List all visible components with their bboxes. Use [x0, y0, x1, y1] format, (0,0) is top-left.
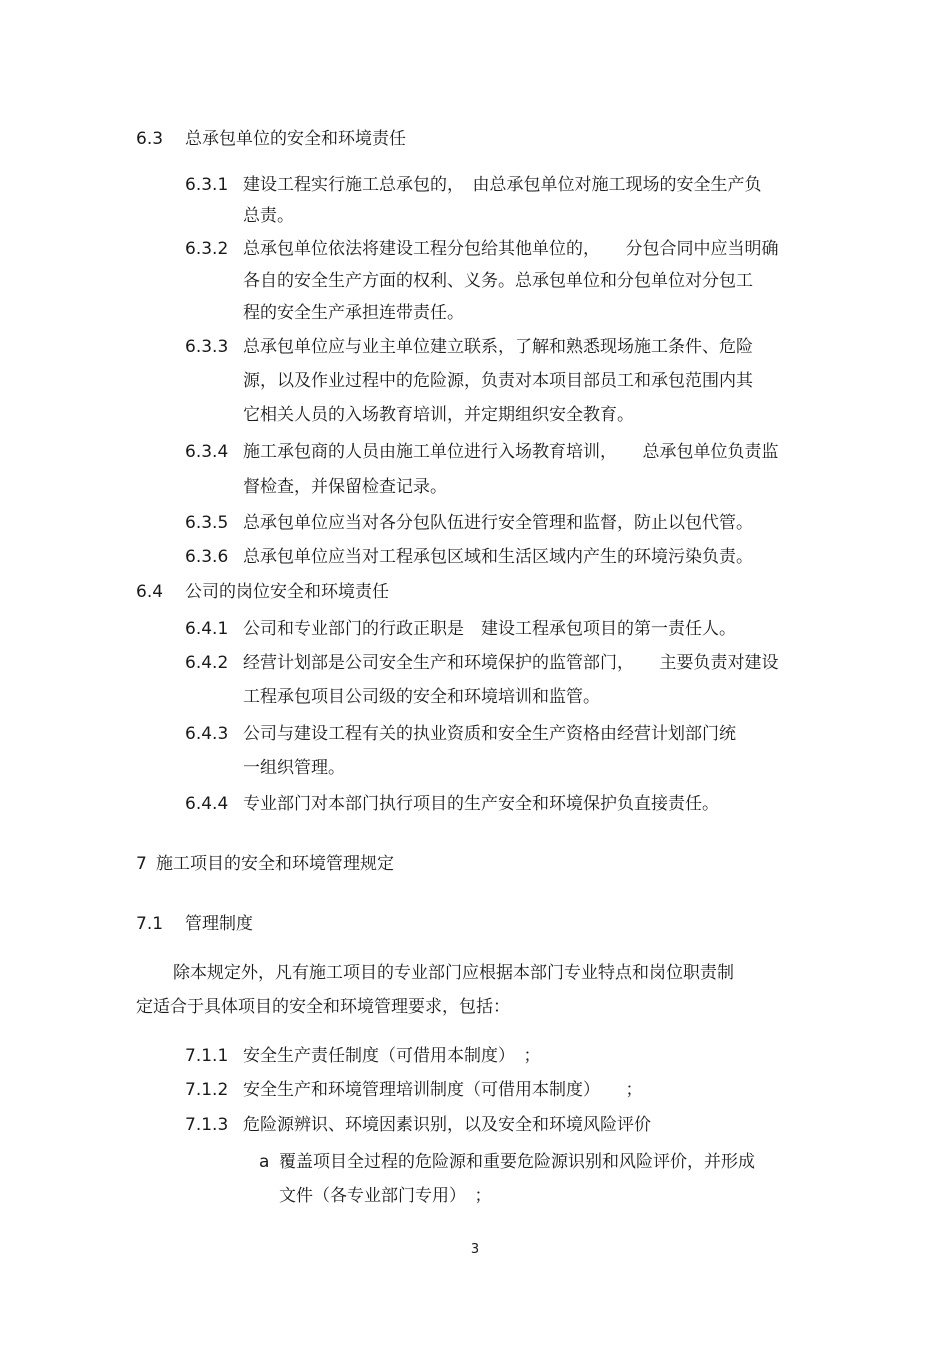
clause-text: 它相关人员的入场教育培训，并定期组织安全教育。: [243, 405, 634, 425]
section-heading: 总承包单位的安全和环境责任: [185, 129, 406, 149]
clause-number: 6.3.6: [185, 547, 229, 567]
chapter-number: 7: [136, 854, 147, 874]
clause-text: 公司与建设工程有关的执业资质和安全生产资格由经营计划部门统: [243, 724, 736, 744]
section-number: 6.4: [136, 582, 164, 602]
clause-text: 公司和专业部门的行政正职是 建设工程承包项目的第一责任人。: [243, 619, 736, 639]
clause-text: 总责。: [243, 206, 294, 226]
clause-number: 6.3.1: [185, 175, 229, 195]
clause-number: 7.1.3: [185, 1115, 229, 1135]
clause-text: 危险源辨识、环境因素识别，以及安全和环境风险评价: [243, 1115, 651, 1135]
clause-text: 建设工程实行施工总承包的， 由总承包单位对施工现场的安全生产负: [243, 175, 762, 195]
list-item-text: 覆盖项目全过程的危险源和重要危险源识别和风险评价，并形成: [279, 1152, 755, 1172]
clause-number: 6.3.4: [185, 442, 229, 462]
clause-text: 督检查，并保留检查记录。: [243, 477, 447, 497]
clause-number: 6.4.4: [185, 794, 229, 814]
clause-text: 源，以及作业过程中的危险源，负责对本项目部员工和承包范围内其: [243, 371, 753, 391]
clause-number: 6.3.5: [185, 513, 229, 533]
clause-number: 7.1.1: [185, 1046, 229, 1066]
list-item-text: 文件（各专业部门专用） ；: [279, 1186, 492, 1206]
clause-number: 6.4.2: [185, 653, 229, 673]
clause-text: 经营计划部是公司安全生产和环境保护的监管部门， 主要负责对建设: [243, 653, 779, 673]
section-heading: 管理制度: [185, 914, 253, 934]
clause-text: 一组织管理。: [243, 758, 345, 778]
page-number: 3: [470, 1242, 480, 1257]
paragraph-text: 除本规定外，凡有施工项目的专业部门应根据本部门专业特点和岗位职责制: [173, 963, 734, 983]
clause-number: 7.1.2: [185, 1080, 229, 1100]
clause-number: 6.4.3: [185, 724, 229, 744]
paragraph-text: 定适合于具体项目的安全和环境管理要求，包括：: [136, 997, 510, 1017]
clause-number: 6.4.1: [185, 619, 229, 639]
clause-text: 总承包单位应与业主单位建立联系，了解和熟悉现场施工条件、危险: [243, 337, 753, 357]
list-marker: a: [259, 1152, 270, 1172]
chapter-heading: 施工项目的安全和环境管理规定: [156, 854, 394, 874]
clause-number: 6.3.2: [185, 239, 229, 259]
section-heading: 公司的岗位安全和环境责任: [185, 582, 389, 602]
clause-text: 程的安全生产承担连带责任。: [243, 303, 464, 323]
clause-number: 6.3.3: [185, 337, 229, 357]
clause-text: 总承包单位依法将建设工程分包给其他单位的， 分包合同中应当明确: [243, 239, 779, 259]
clause-text: 总承包单位应当对工程承包区域和生活区域内产生的环境污染负责。: [243, 547, 753, 567]
clause-text: 安全生产和环境管理培训制度（可借用本制度） ；: [243, 1080, 643, 1100]
clause-text: 总承包单位应当对各分包队伍进行安全管理和监督，防止以包代管。: [243, 513, 753, 533]
clause-text: 工程承包项目公司级的安全和环境培训和监管。: [243, 687, 600, 707]
clause-text: 安全生产责任制度（可借用本制度） ；: [243, 1046, 541, 1066]
clause-text: 各自的安全生产方面的权利、义务。总承包单位和分包单位对分包工: [243, 271, 753, 291]
clause-text: 施工承包商的人员由施工单位进行入场教育培训， 总承包单位负责监: [243, 442, 779, 462]
section-number: 7.1: [136, 914, 164, 934]
clause-text: 专业部门对本部门执行项目的生产安全和环境保护负直接责任。: [243, 794, 719, 814]
section-number: 6.3: [136, 129, 164, 149]
